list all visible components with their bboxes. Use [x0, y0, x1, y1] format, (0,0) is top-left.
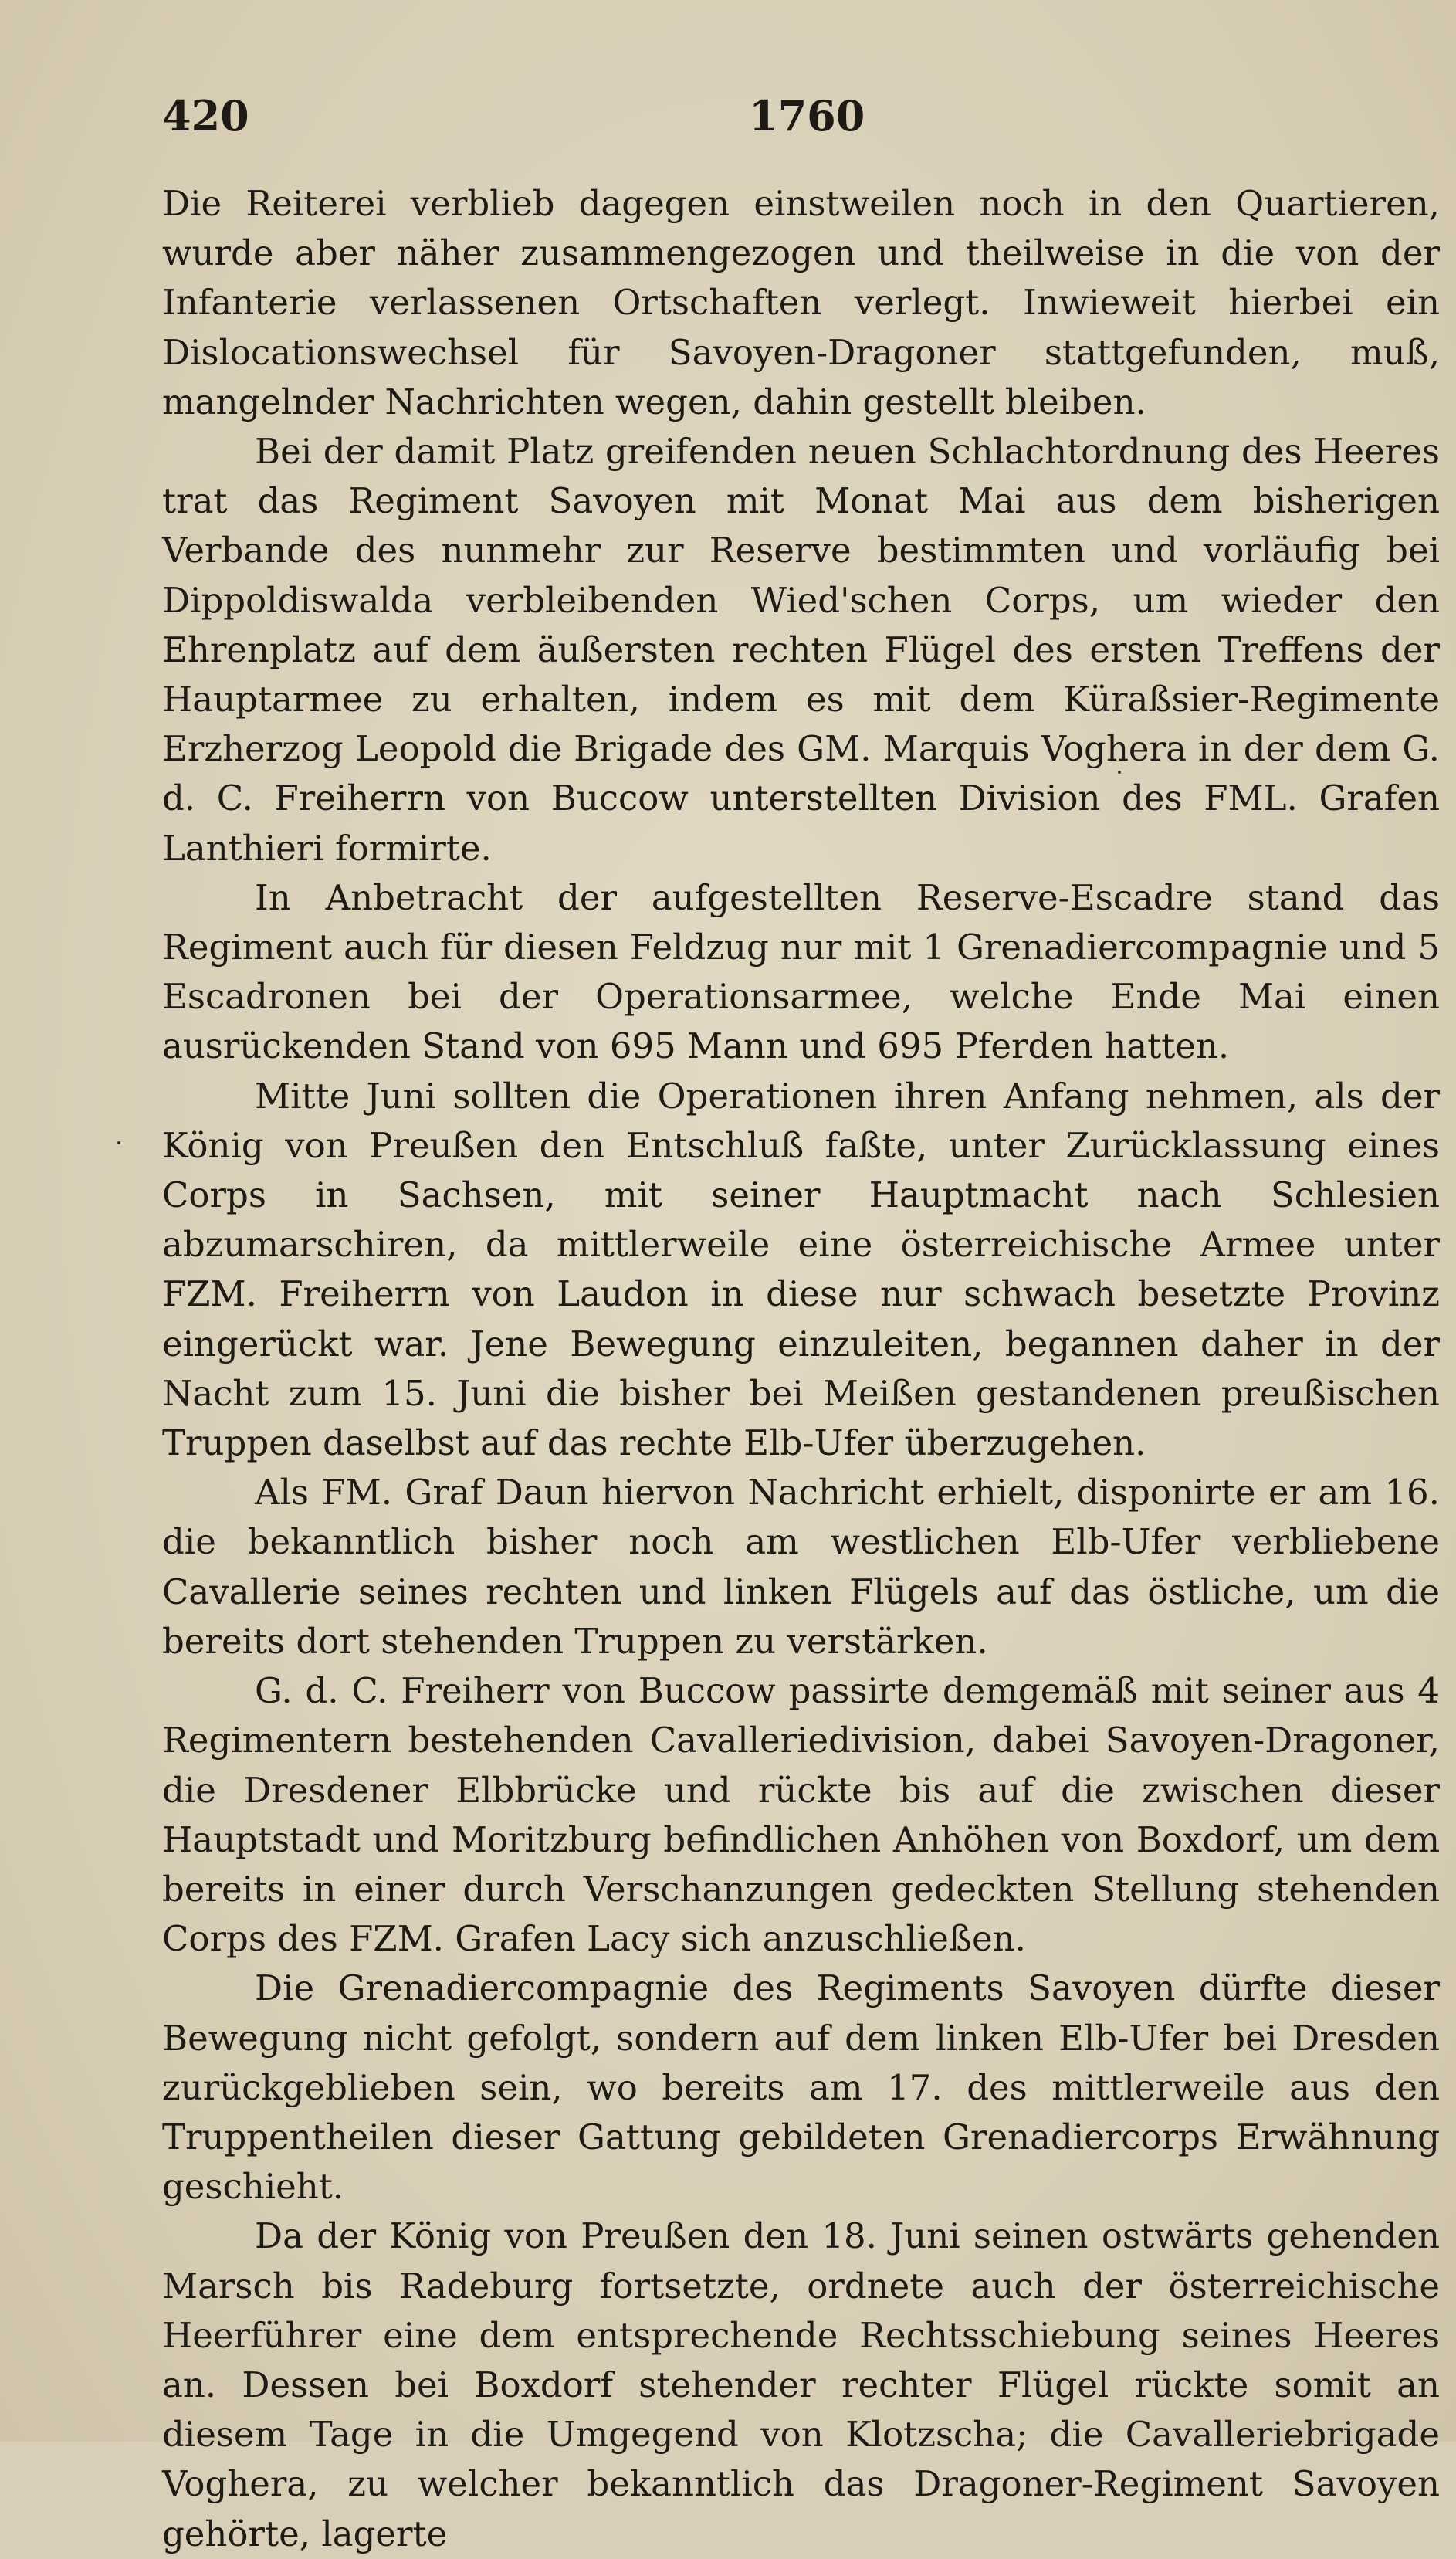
print-speck: [1118, 771, 1121, 774]
paragraph: Die Grenadiercompagnie des Regiments Savoyen dürfte dieser Bewegung nicht gefolgt, sondern auf dem linken Elb-Ufer bei Dresden zurückgeblieben sein, wo bereits am 17. des mittlerweile aus den Truppentheilen dieser Gattung gebildeten Grenadiercorps Erwähnung geschieht.: [162, 1968, 1440, 2208]
paragraph: Die Reiterei verblieb dagegen einstweilen noch in den Quartieren, wurde aber näher zusammengezogen und theilweise in die von der Infanterie verlassenen Ortschaften verlegt. Inwieweit hierbei ein Dislocationswechsel für Savoyen-Dragoner stattgefunden, muß, mangelnder Nachrichten wegen, dahin gestellt bleiben.: [162, 183, 1440, 422]
paragraph: In Anbetracht der aufgestellten Reserve-Escadre stand das Regiment auch für diesen Feldzug nur mit 1 Grenadiercompagnie und 5 Escadronen bei der Operationsarmee, welche Ende Mai einen ausrückenden Stand von 695 Mann und 695 Pferden hatten.: [162, 876, 1440, 1067]
print-speck: [117, 1141, 120, 1144]
paragraph: Als FM. Graf Daun hiervon Nachricht erhielt, disponirte er am 16. die bekanntlich bisher noch am westlichen Elb-Ufer verbliebene Cavallerie seines rechten und linken Flügels auf das östliche, um die bereits dort stehenden Truppen zu verstärken.: [162, 1472, 1440, 1662]
body-text: [162, 179, 1440, 2559]
paragraph: G. d. C. Freiherr von Buccow passirte demgemäß mit seiner aus 4 Regimentern bestehenden Cavalleriedivision, dabei Savoyen-Dragoner, die Dresdener Elbbrücke und rückte bis auf die zwischen dieser Hauptstadt und Moritzburg befindlichen Anhöhen von Boxdorf, um dem bereits in einer durch Verschanzungen gedeckten Stellung stehenden Corps des FZM. Grafen Lacy sich anzuschließen.: [162, 1670, 1440, 1960]
page-number: 420: [162, 91, 249, 141]
paragraph: Bei der damit Platz greifenden neuen Schlachtordnung des Heeres trat das Regiment Savoyen mit Monat Mai aus dem bisherigen Verbande des nunmehr zur Reserve bestimmten und vorläufig bei Dippoldiswalda verbleibenden Wied'schen Corps, um wieder den Ehrenplatz auf dem äußersten rechten Flügel des ersten Treffens der Hauptarmee zu erhalten, indem es mit dem Küraßsier-Regimente Erzherzog Leopold die Brigade des GM. Marquis Voghera in der dem G. d. C. Freiherrn von Buccow unterstellten Division des FML. Grafen Lanthieri formirte.: [162, 431, 1440, 869]
paragraph: Da der König von Preußen den 18. Juni seinen ostwärts gehenden Marsch bis Radeburg fortsetzte, ordnete auch der österreichische Heerführer eine dem entsprechende Rechtsschiebung seines Heeres an. Dessen bei Boxdorf stehender rechter Flügel rückte somit an diesem Tage in die Umgegend von Klotzscha; die Cavalleriebrigade Voghera, zu welcher bekanntlich das Dragoner-Regiment Savoyen gehörte, lagerte: [162, 2215, 1440, 2554]
paragraph: Mitte Juni sollten die Operationen ihren Anfang nehmen, als der König von Preußen den Entschluß faßte, unter Zurücklassung eines Corps in Sachsen, mit seiner Hauptmacht nach Schlesien abzumarschiren, da mittlerweile eine österreichische Armee unter FZM. Freiherrn von Laudon in diese nur schwach besetzte Provinz eingerückt war. Jene Bewegung einzuleiten, begannen daher in der Nacht zum 15. Juni die bisher bei Meißen gestandenen preußischen Truppen daselbst auf das rechte Elb-Ufer überzugehen.: [162, 1075, 1440, 1464]
running-head-year: 1760: [749, 91, 865, 141]
page-header: [162, 91, 1436, 153]
